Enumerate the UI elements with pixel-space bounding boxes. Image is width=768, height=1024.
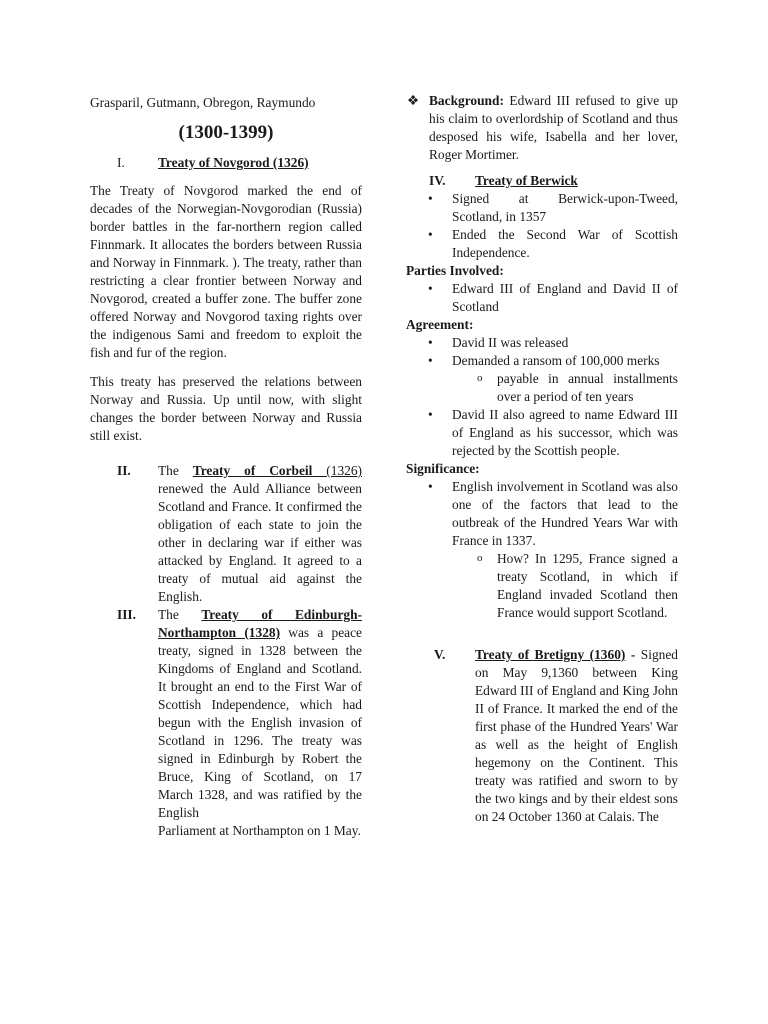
right-column bbox=[407, 92, 678, 826]
parties-label: Parties Involved: bbox=[406, 263, 504, 278]
treaty-year: (1326) bbox=[312, 463, 362, 478]
list-item: • David II also agreed to name Edward III of England as his successor, which was rejected by the Scottish people. bbox=[407, 406, 678, 460]
edinburgh-text: was a peace treaty, signed in 1328 between the Kingdoms of England and Scotland. It brought an end to the First War of Scottish Independence, which had begun with the English invasion of Scotland in 1296. The treaty was signed in Edinburgh by Robert the Bruce, King of Scotland, on 17 March 1328, and was ratified by the English bbox=[158, 625, 363, 820]
sub-list-item: o payable in annual installments over a period of ten years bbox=[407, 370, 678, 406]
list-item: • David II was released bbox=[407, 334, 678, 352]
treaty-name: Treaty of Corbeil bbox=[192, 463, 313, 478]
edinburgh-paragraph-end: Parliament at Northampton on 1 May. bbox=[158, 823, 361, 838]
treaty-name: Treaty of Edinburgh-Northampton (1328) bbox=[158, 607, 362, 640]
edinburgh-paragraph bbox=[158, 606, 362, 822]
list-item: • Ended the Second War of Scottish Independence. bbox=[407, 226, 678, 262]
bretigny-text: Signed on May 9,1360 between King Edward III of England and King John II of France. It marked the end of the first phase of the Hundred Years' War as well as the height of English hegemony on the Continent. This treaty was ratified and sworn to by the two kings and by their eldest sons on 24 October 1360 at Calais. The bbox=[475, 647, 678, 824]
list-item: • English involvement in Scotland was also one of the factors that lead to the outbreak of the Hundred Years War with France in 1337. bbox=[407, 478, 678, 550]
novgorod-paragraph-1: The Treaty of Novgorod marked the end of decades of the Norwegian-Novgorodian (Russia) border battles in the far-northern region called Finnmark. It allocates the borders between Russia and Norway in Finnmark. ). The treaty, rather than restricting a clear frontier between Norway and Novgorod, created a buffer zone. The buffer zone offered Norway and Novgorod taxing rights over the indigenous Sami and freedom to exploit the fish and fur of the region. bbox=[90, 183, 362, 360]
section-edinburgh-northampton bbox=[90, 606, 362, 840]
section-heading-novgorod bbox=[90, 154, 362, 172]
sub-list-item: o How? In 1295, France signed a treaty Scotland, in which if England invaded Scotland then France would support Scotland. bbox=[407, 550, 678, 622]
section-number: V. bbox=[434, 647, 446, 662]
section-bretigny bbox=[407, 646, 678, 826]
significance-list bbox=[407, 478, 678, 622]
diamond-bullet-icon: ❖ bbox=[407, 93, 420, 108]
background-block bbox=[407, 92, 678, 164]
berwick-bullets bbox=[407, 190, 678, 262]
spacer bbox=[407, 622, 678, 640]
section-number: III. bbox=[117, 607, 136, 622]
period-title: (1300-1399) bbox=[178, 122, 274, 143]
section-number: IV. bbox=[429, 173, 446, 188]
section-title: Treaty of Berwick bbox=[475, 173, 578, 188]
significance-label: Significance: bbox=[406, 461, 480, 476]
corbeil-paragraph bbox=[158, 462, 362, 606]
authors-line: Grasparil, Gutmann, Obregon, Raymundo bbox=[90, 95, 316, 110]
agreement-label: Agreement: bbox=[406, 317, 474, 332]
section-title: Treaty of Novgorod (1326) bbox=[158, 155, 309, 170]
novgorod-paragraph-2: This treaty has preserved the relations between Norway and Russia. Up until now, with slight changes the border between Norway and Russia still exist. bbox=[90, 374, 362, 443]
title-dash: - bbox=[625, 647, 636, 662]
background-label: Background: bbox=[429, 93, 504, 108]
left-column bbox=[90, 92, 362, 840]
background-text: Edward III refused to give up his claim to overlordship of Scotland and thus desposed his wife, Isabella and her lover, Roger Mortimer. bbox=[429, 93, 678, 162]
list-item: • Demanded a ransom of 100,000 merks bbox=[407, 352, 678, 370]
bretigny-paragraph bbox=[475, 646, 678, 826]
section-heading-berwick bbox=[407, 172, 678, 190]
section-number: I. bbox=[117, 155, 125, 170]
section-corbeil bbox=[90, 462, 362, 606]
treaty-name: Treaty of Bretigny (1360) bbox=[475, 647, 626, 662]
list-item: • Signed at Berwick-upon-Tweed, Scotland, in 1357 bbox=[407, 190, 678, 226]
list-item: • Edward III of England and David II of Scotland bbox=[407, 280, 678, 316]
agreement-list bbox=[407, 334, 678, 460]
parties-list bbox=[407, 280, 678, 316]
text-the: The bbox=[158, 463, 193, 478]
section-number: II. bbox=[117, 463, 131, 478]
text-the: The bbox=[158, 607, 202, 622]
corbeil-text: renewed the Auld Alliance between Scotland and France. It confirmed the obligation of each state to join the other in declaring war if either was attacked by England. It agreed to a treaty of mutual aid against the English. bbox=[158, 481, 362, 604]
